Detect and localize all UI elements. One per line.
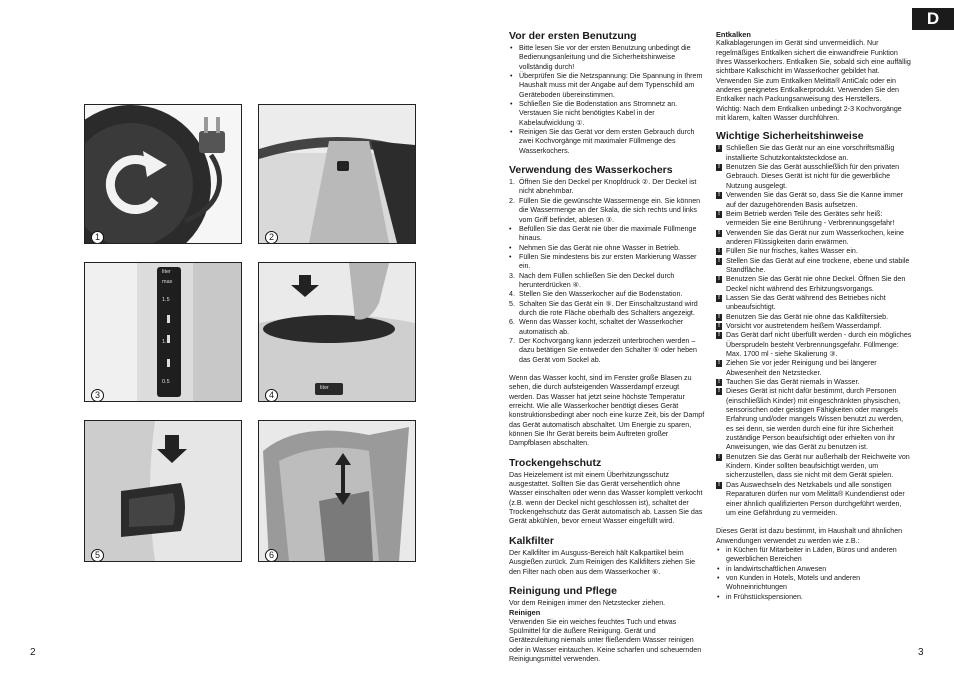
column-1 [509, 26, 705, 664]
scale-label-max: max [162, 279, 173, 285]
section-title-safety: Wichtige Sicherheitshinweise [716, 130, 864, 143]
warning-icon: ! [718, 192, 720, 199]
scale-label-1-5: 1.5 [162, 297, 170, 303]
language-tab: D [912, 8, 954, 30]
warning-item: ! Beim Betrieb werden Teile des Gerätes sehr heiß: vermeiden Sie eine Berührung - Verbrennungsgefahr! [718, 209, 895, 228]
page-number-right: 3 [918, 647, 924, 658]
warning-icon: ! [718, 257, 720, 264]
warning-item: ! Verwenden Sie das Gerät nur zum Wasserkochen, keine anderen Flüssigkeiten darin erwärmen. [718, 228, 904, 246]
list-item: • in landwirtschaftlichen Anwesen [726, 565, 912, 574]
warning-icon: ! [718, 248, 720, 255]
figure-number-badge: 1 [91, 231, 104, 244]
scale-label-0-5: 0.5 [162, 379, 170, 385]
section-title-limescale-filter: Kalkfilter [509, 534, 554, 547]
warning-icon: ! [718, 379, 720, 386]
usage-intro: Dieses Gerät ist dazu bestimmt, im Haushalt und ähnlichen Anwendungen verwendet zu werden wie z.B.: [716, 527, 903, 545]
descaling-text: Kalkablagerungen im Gerät sind unvermeidlich. Nur regelmäßiges Entkalken sichert die einwandfreie Funktion Ihres Wasserkochers. Entkalken Sie, sobald sich eine auffällig sichtbare Kalkschicht im Wasserkocher gebildet hat. Verwenden Sie zum Entkalken Melitta® AntiCalc oder ein anderes geeignetes Entkalkerprodukt. Verwenden Sie den Entkalker nach Packungsanweisung des Herstellers. [716, 39, 911, 104]
base-liter-label: liter [320, 385, 329, 391]
figure-4-close-lid [258, 262, 416, 402]
figure-1-cable-winding [84, 104, 242, 244]
list-item: • Nehmen Sie das Gerät nie ohne Wasser in Betrieb. [509, 243, 681, 252]
figure-number-badge: 4 [265, 389, 278, 402]
dry-protection-text: Das Heizelement ist mit einem Überhitzungsschutz ausgestattet. Sollten Sie das Gerät versehentlich ohne Wasser einschalten oder wenn das Wasser komplett verkocht (z.B. wenn der Deckel nicht geschlossen ist), schaltet der Trockengehschutz das Gerät automatisch ab. Lassen Sie das Gerät abkühlen, bevor erneut Wasser eingefüllt wird. [509, 470, 703, 526]
warning-icon: ! [718, 481, 720, 488]
warning-item: ! Vorsicht vor austretendem heißem Wasserdampf. [718, 321, 882, 330]
warning-icon: ! [718, 360, 720, 367]
warning-item: ! Benutzen Sie das Gerät nur außerhalb der Reichweite von Kindern. Kinder sollten beaufsichtigt werden, um sicherzustellen, dass sie nicht mit dem Gerät spielen. [718, 452, 910, 480]
list-item: • Reinigen Sie das Gerät vor dem ersten Gebrauch durch zwei Kochvorgänge mit maximaler Füllmenge des Wasserkochers. [519, 128, 705, 156]
usage-contexts-list [716, 546, 912, 602]
column-2 [716, 30, 912, 602]
warning-icon: ! [718, 322, 720, 329]
list-item: • Bitte lesen Sie vor der ersten Benutzung unbedingt die Bedienungsanleitung und die Sicherheitshinweise vollständig durch! [519, 44, 705, 72]
list-item: 7. Der Kochvorgang kann jederzeit unterbrochen werden – dazu betätigen Sie entweder den Schalter ⑤ oder heben das Gerät vom Sockel ab. [509, 336, 697, 364]
section-title-dry-protection: Trockengehschutz [509, 456, 602, 469]
page-number-left: 2 [30, 647, 36, 658]
list-item: 6. Wenn das Wasser kocht, schaltet der Wasserkocher automatisch ab. [509, 318, 684, 336]
list-item: • in Küchen für Mitarbeiter in Läden, Büros und anderen gewerblichen Bereichen [726, 546, 912, 565]
warning-icon: ! [718, 388, 720, 395]
cleaning-intro: Vor dem Reinigen immer den Netzstecker ziehen. [509, 598, 666, 607]
warning-item: ! Füllen Sie nur frisches, kaltes Wasser ein. [718, 247, 858, 256]
section-title-first-use: Vor der ersten Benutzung [509, 30, 637, 42]
warning-item: ! Schließen Sie das Gerät nur an eine vorschriftsmäßig installierte Schutzkontaktsteckdose an. [718, 144, 895, 162]
warning-icon: ! [718, 313, 720, 320]
boiling-paragraph: Wenn das Wasser kocht, sind im Fenster große Blasen zu sehen, die durch aufsteigenden Wasserdampf erzeugt werden. Das Wasser hat jetzt seine höchste Temperatur erreicht. Wie alle Wasserkocher benötigt dieses Gerät konstruktionsbedingt aber noch eine kurze Zeit, bis der Dampf das Gerät automatisch abschaltet. Um Energie zu sparen, können Sie Ihr Gerät bereits beim Auftreten großer Dampfblasen abschalten. [509, 374, 705, 448]
warning-item: ! Benutzen Sie das Gerät nie ohne das Kalkfiltersieb. [718, 312, 889, 321]
figure-6-limescale-filter [258, 420, 416, 562]
first-use-list [509, 44, 705, 156]
list-item: 4. Stellen Sie den Wasserkocher auf die Bodenstation. [509, 290, 683, 299]
figure-number-badge: 6 [265, 549, 278, 562]
list-item: • von Kunden in Hotels, Motels und anderen Wohneinrichtungen [726, 574, 912, 593]
descaling-note: Wichtig: Nach dem Entkalken unbedingt 2-3 Kochvorgänge mit klarem, kalten Wasser durchführen. [716, 104, 902, 123]
figure-number-badge: 3 [91, 389, 104, 402]
figure-number-badge: 5 [91, 549, 104, 562]
warning-item: ! Das Gerät darf nicht überfüllt werden - durch ein mögliches Übersprudeln besteht Verbrennungsgefahr. Füllmenge: Max. 1700 ml - siehe Skalierung ③. [718, 331, 912, 358]
list-item: • Überprüfen Sie die Netzspannung: Die Spannung in Ihrem Haushalt muss mit der Angabe auf dem Typenschild am Geräteboden übereinstimmen. [519, 72, 705, 100]
cleaning-subtitle: Reinigen [509, 608, 541, 618]
section-title-usage: Verwendung des Wasserkochers [509, 164, 673, 177]
warning-item: ! Ziehen Sie vor jeder Reinigung und bei längerer Abwesenheit den Netzstecker. [718, 359, 877, 377]
list-item: 3. Nach dem Füllen schließen Sie den Deckel durch herunterdrücken ④. [509, 271, 675, 289]
list-item: • Füllen Sie mindestens bis zur ersten Markierung Wasser ein. [509, 252, 697, 271]
warning-icon: ! [718, 145, 720, 152]
list-item: • in Frühstückspensionen. [726, 593, 912, 602]
warning-icon: ! [718, 210, 720, 217]
warning-item: ! Benutzen Sie das Gerät nie ohne Deckel. Öffnen Sie den Deckel nicht während des Erhitzungsvorgangs. [718, 275, 906, 293]
descaling-subtitle: Entkalken [716, 30, 751, 39]
warning-icon: ! [718, 294, 720, 301]
warning-icon: ! [718, 276, 720, 283]
figure-5-switch [84, 420, 242, 562]
figure-3-water-scale [84, 262, 242, 402]
limescale-filter-text: Der Kalkfilter im Ausguss-Bereich hält Kalkpartikel beim Ausgießen zurück. Zum Reinigen des Kalkfilters ziehen Sie den Filter nach oben aus dem Wasserkocher ⑥. [509, 548, 696, 576]
warning-item: ! Lassen Sie das Gerät während des Betriebes nicht unbeaufsichtigt. [718, 293, 886, 312]
warning-item: ! Verwenden Sie das Gerät so, dass Sie die Kanne immer auf der dazugehörenden Basis aufsetzen. [718, 191, 904, 209]
warning-icon: ! [718, 453, 720, 460]
usage-list [509, 178, 705, 365]
warning-icon: ! [718, 332, 720, 339]
list-item: • Schließen Sie die Bodenstation ans Stromnetz an. Verstauen Sie nicht benötigtes Kabel in der Kabelaufwicklung ①. [519, 100, 705, 128]
warning-item: ! Tauchen Sie das Gerät niemals in Wasser. [718, 378, 860, 387]
list-item: 1. Öffnen Sie den Deckel per Knopfdruck ②. Der Deckel ist nicht abnehmbar. [509, 178, 697, 196]
warning-item: ! Dieses Gerät ist nicht dafür bestimmt, durch Personen (einschließlich Kinder) mit eingeschränkten physischen, sensorischen oder geistigen Fähigkeiten oder mangels Erfahrung und/oder mangels Wissen benutzt zu werden, es sei denn, sie werden durch eine für ihre Sicherheit zuständige Person beaufsichtigt oder erhielten von ihr Anweisungen, wie das Gerät zu benutzen ist. [718, 387, 904, 452]
list-item: 5. Schalten Sie das Gerät ein ⑤. Der Einschaltzustand wird durch die rote Fläche oberhalb des Schalters angezeigt. [509, 299, 698, 317]
safety-list [716, 144, 912, 518]
figure-number-badge: 2 [265, 231, 278, 244]
section-title-cleaning: Reinigung und Pflege [509, 584, 617, 597]
warning-icon: ! [718, 229, 720, 236]
scale-label-liter: liter [162, 269, 171, 275]
warning-item: ! Benutzen Sie das Gerät ausschließlich für den privaten Gebrauch. Dieses Gerät ist nicht für die gewerbliche Nutzung ausgelegt. [718, 163, 900, 190]
figure-2-lid-button [258, 104, 416, 244]
warning-item: ! Stellen Sie das Gerät auf eine trockene, ebene und stabile Standfläche. [718, 256, 910, 274]
list-item: 2. Füllen Sie die gewünschte Wassermenge ein. Sie können die Wassermenge an der Skala, die sich rechts und links vom Griff befindet, ablesen ③. [509, 196, 701, 224]
scale-label-1-0: 1.0 [162, 339, 170, 345]
list-item: • Befüllen Sie das Gerät nie über die maximale Füllmenge hinaus. [509, 224, 697, 243]
warning-item: ! Das Auswechseln des Netzkabels und alle sonstigen Reparaturen dürfen nur vom Melitta® Kundendienst oder einer ähnlich qualifizierten Person durchgeführt werden, um eine Gefährdung zu vermeiden. [718, 480, 905, 517]
warning-icon: ! [718, 164, 720, 171]
cleaning-text: Verwenden Sie ein weiches feuchtes Tuch und etwas Spülmittel für die äußere Reinigung. Gerät und Gerätezuleitung niemals unter fließendem Wasser reinigen oder in Wasser eintauchen. Keine scharfen und scheuernden Reinigungsmittel verwenden. [509, 617, 702, 663]
